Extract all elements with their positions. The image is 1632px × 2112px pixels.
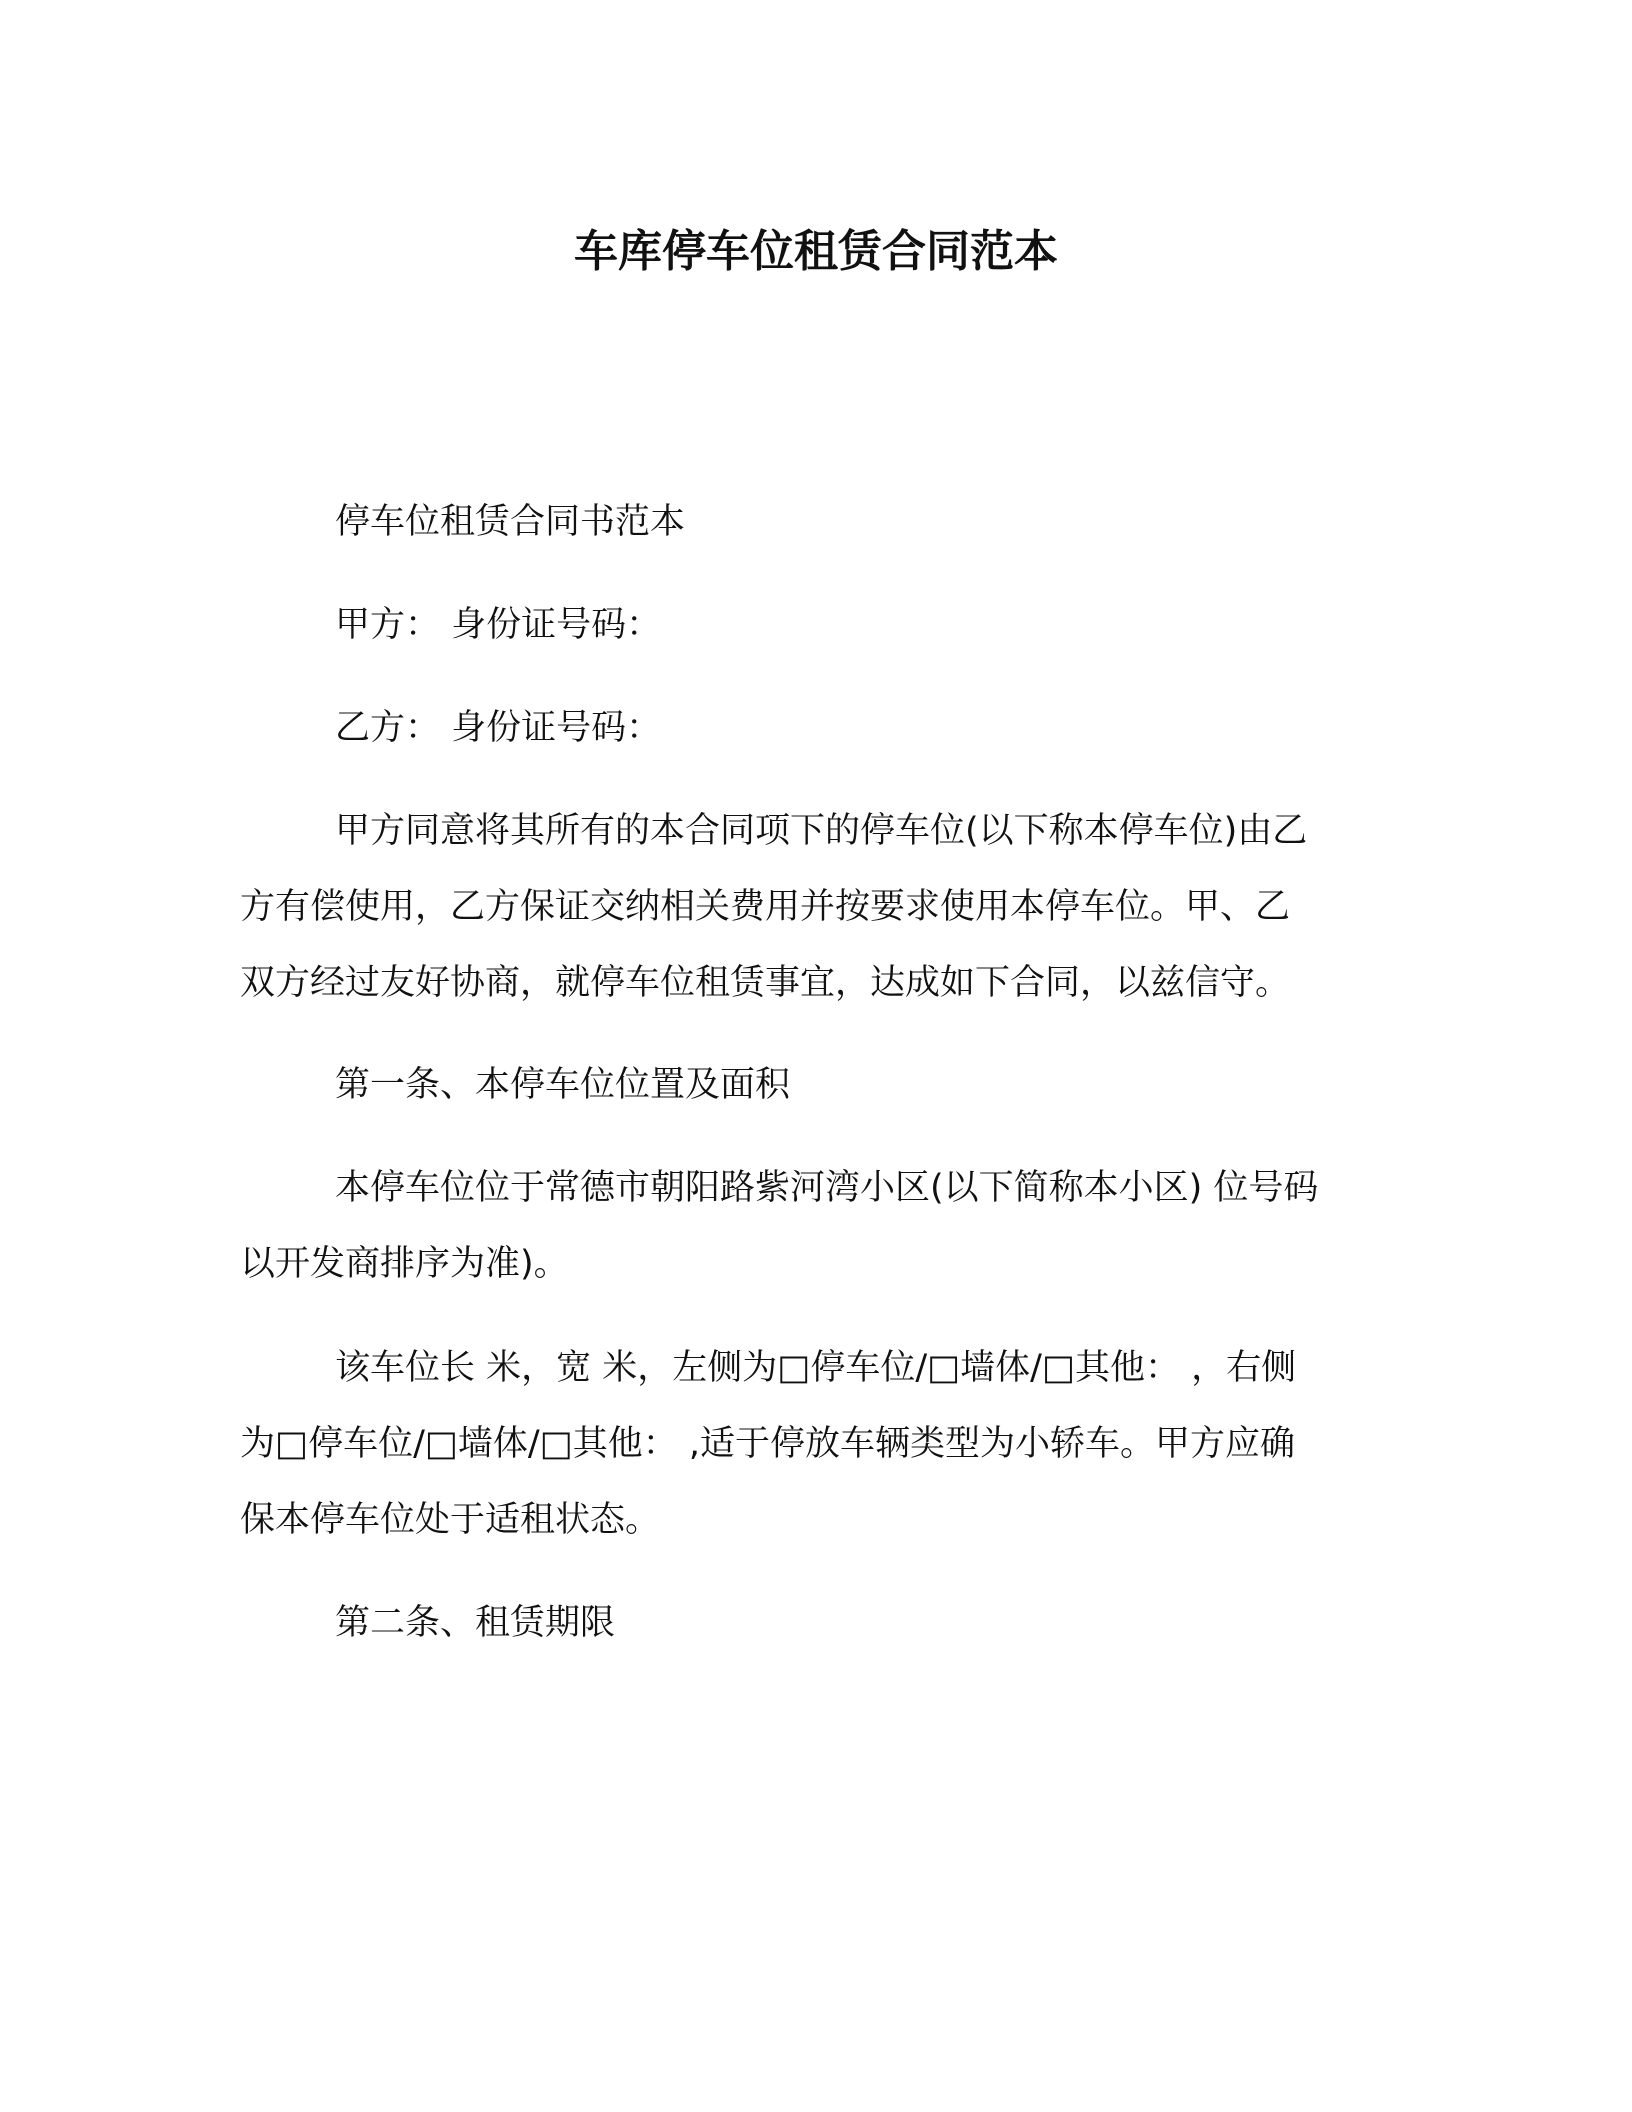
article-1-p1-line: 以开发商排序为准)。 <box>240 1244 569 1284</box>
article-1-paragraph-1 <box>240 1150 1400 1302</box>
document-title: 车库停车位租赁合同范本 <box>574 226 1058 277</box>
intro-line: 方有偿使用，乙方保证交纳相关费用并按要求使用本停车位。甲、乙 <box>240 887 1291 927</box>
intro-line: 甲方同意将其所有的本合同项下的停车位(以下称本停车位)由乙 <box>335 811 1308 851</box>
article-1-p2-line: 保本停车位处于适租状态。 <box>240 1500 661 1540</box>
article-1-heading: 第一条、本停车位位置及面积 <box>335 1065 791 1105</box>
party-a-line: 甲方： 身份证号码： <box>335 605 662 645</box>
article-1-paragraph-2 <box>240 1330 1400 1558</box>
intro-paragraph <box>240 793 1400 1021</box>
article-1-p2-line: 为□停车位/□墙体/□其他： ,适于停放车辆类型为小轿车。甲方应确 <box>240 1424 1296 1464</box>
article-1-p1-line: 本停车位位于常德市朝阳路紫河湾小区(以下简称本小区) 位号码 <box>335 1168 1319 1208</box>
party-b-line: 乙方： 身份证号码： <box>335 708 662 748</box>
contract-subtitle: 停车位租赁合同书范本 <box>335 502 686 542</box>
article-2-heading: 第二条、租赁期限 <box>335 1603 616 1643</box>
intro-line: 双方经过友好协商，就停车位租赁事宜，达成如下合同，以兹信守。 <box>240 963 1291 1003</box>
article-1-p2-line: 该车位长 米，宽 米，左侧为□停车位/□墙体/□其他： ，右侧 <box>335 1348 1297 1388</box>
